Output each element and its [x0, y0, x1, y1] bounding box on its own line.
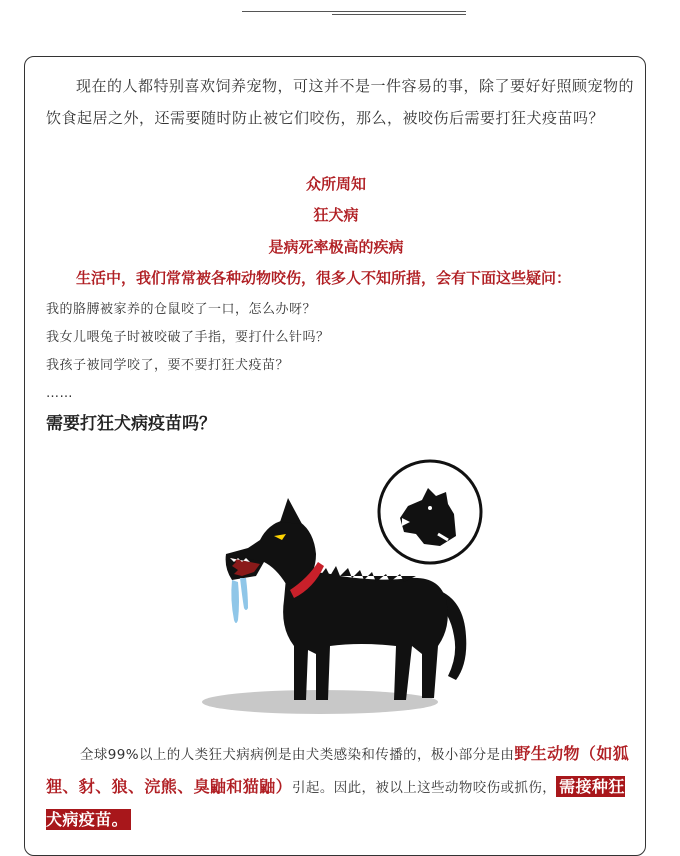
intro-paragraph: 现在的人都特别喜欢饲养宠物，可这并不是一件容易的事，除了要好好照顾宠物的饮食起居之外，还需要随时防止被它们咬伤，那么，被咬伤后需要打狂犬疫苗吗？: [46, 77, 635, 127]
rabies-paragraph: [46, 738, 640, 837]
wild-animals-highlight: 野生动物（如狐狸、豺、狼、浣熊、臭鼬和猫鼬）: [46, 744, 630, 796]
section-heading: 需要打狂犬病疫苗吗？: [46, 414, 216, 434]
question-1: 我的胳膊被家养的仓鼠咬了一口，怎么办呀？: [46, 302, 317, 317]
highlight-line-3: 是病死率极高的疾病: [268, 238, 404, 256]
top-divider: [242, 11, 466, 12]
dog-warning-icon: [379, 461, 481, 563]
highlight-line-2: 狂犬病: [313, 206, 359, 224]
lead-sentence: 生活中，我们常常被各种动物咬伤，很多人不知所措，会有下面这些疑问：: [76, 269, 572, 287]
angry-dog-illustration: [190, 450, 490, 729]
highlight-line-1: 众所周知: [305, 175, 366, 193]
question-2: 我女儿喂兔子时被咬破了手指，要打什么针吗？: [46, 330, 330, 345]
top-divider-short: [332, 14, 466, 15]
question-3: 我孩子被同学咬了，要不要打狂犬疫苗？: [46, 358, 290, 373]
paragraph-text-1: 全球99%以上的人类狂犬病病例是由犬类感染和传播的，极小部分是由: [80, 747, 515, 763]
vaccine-highlight: 需接种狂犬病疫苗。: [46, 777, 625, 829]
paragraph-text-2: 引起。因此，被以上这些动物咬伤或抓伤，: [292, 780, 557, 796]
ellipsis: ……: [46, 386, 73, 401]
